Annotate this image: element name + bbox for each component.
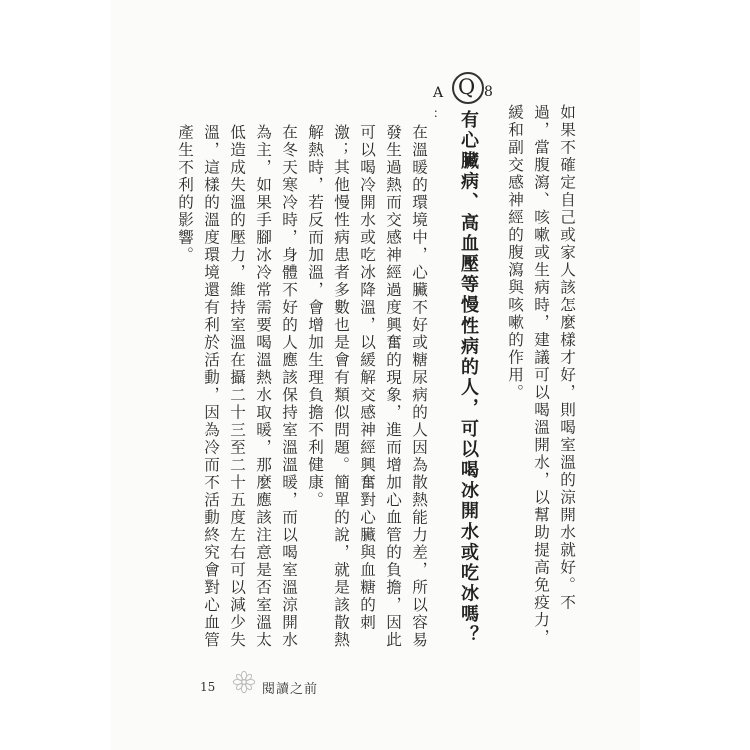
answer-column: 可以喝冷開水或吃冰降溫，以緩解交感神經興奮對心臟與血糖的刺 <box>358 124 376 632</box>
text-column: 緩和副交感神經的腹瀉與咳嗽的作用。 <box>506 104 524 402</box>
answer-column: 在溫暖的環境中，心臟不好或糖尿病的人因為散熱能力差，所以容易 <box>410 124 428 649</box>
question-badge-number: 8 <box>484 84 493 100</box>
answer-column: 發生過熱而交感神經過度興奮的現象，進而增加心血管的負擔，因此 <box>384 124 402 649</box>
answer-column: 在冬天寒冷時，身體不好的人應該保持室溫溫暖，而以喝室溫涼開水 <box>280 124 298 649</box>
flower-ornament-icon <box>230 668 258 696</box>
answer-column: 激；其他慢性病患者多數也是會有類似問題。簡單的說，就是該散熱 <box>332 124 350 649</box>
answer-label: A <box>432 85 444 101</box>
question-badge <box>452 72 484 104</box>
running-title: 閱讀之前 <box>262 682 319 697</box>
answer-column: 為主，如果手腳冰冷常需要喝溫熱水取暖，那麼應該注意是否室溫太 <box>254 124 272 649</box>
answer-colon: ： <box>433 106 446 120</box>
answer-column: 解熱時，若反而加溫，會增加生理負擔不利健康。 <box>306 124 324 509</box>
page-number: 15 <box>200 680 216 694</box>
answer-column: 溫，這樣的溫度環境還有利於活動，因為冷而不活動終究會對心血管 <box>202 124 220 649</box>
answer-column: 產生不利的影響。 <box>176 124 194 264</box>
question-badge-letter: Q <box>458 75 476 99</box>
answer-column: 低造成失溫的壓力，維持室溫在攝二十三至二十五度左右可以減少失 <box>228 124 246 649</box>
text-column: 過，當腹瀉、咳嗽或生病時，建議可以喝溫開水，以幫助提高免疫力， <box>532 104 550 647</box>
question-heading: 有心臟病、高血壓等慢性病的人，可以喝冰開水或吃冰嗎？ <box>458 110 479 646</box>
text-column: 如果不確定自己或家人該怎麼樣才好，則喝室溫的涼開水就好。不 <box>558 104 576 612</box>
